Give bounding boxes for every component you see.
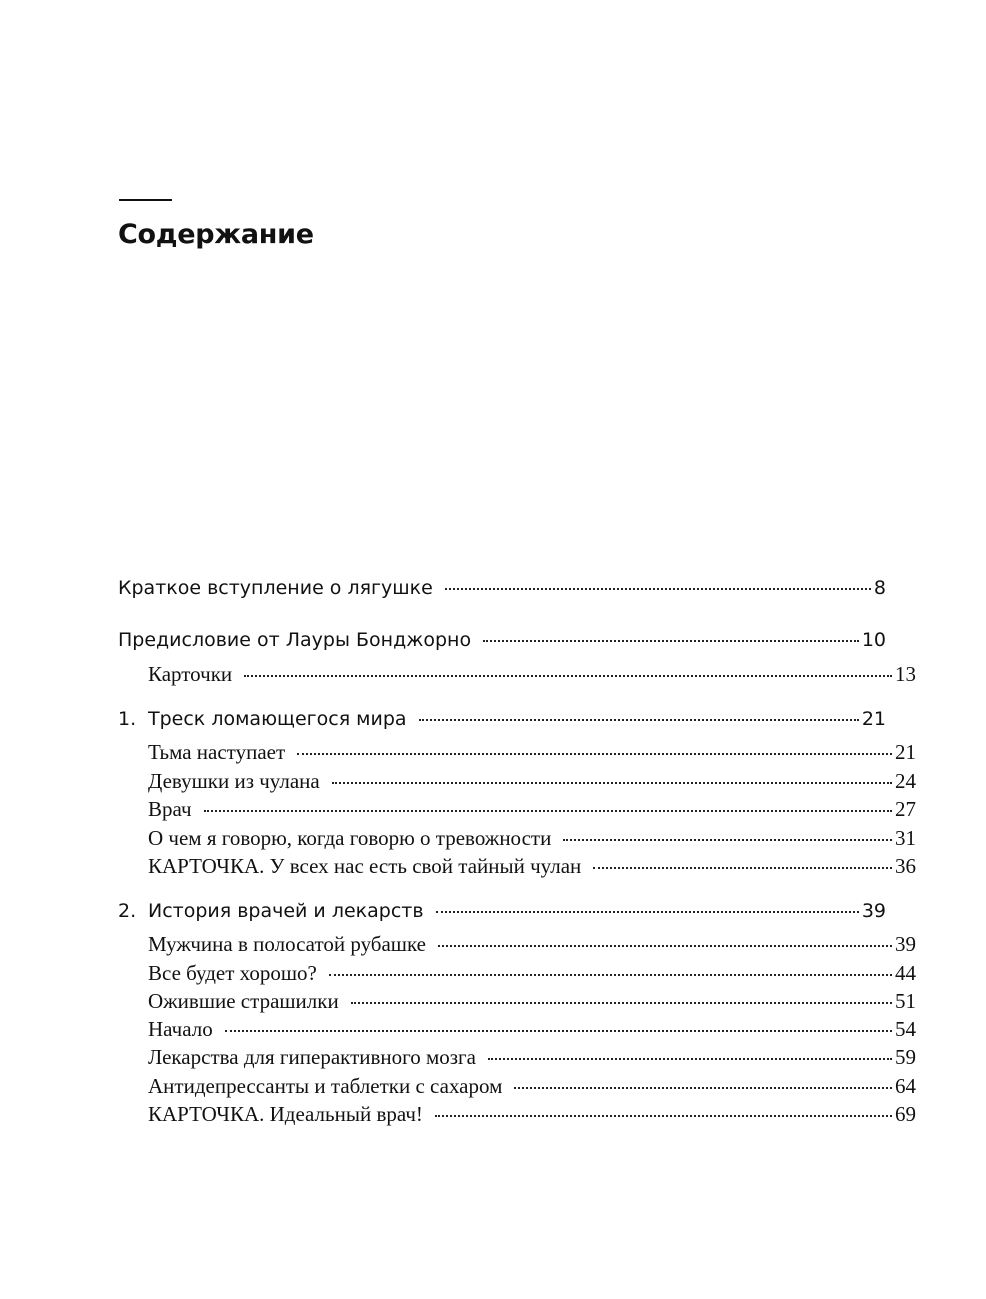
toc-page-number: 64 — [895, 1074, 916, 1098]
toc-leader — [225, 1030, 892, 1032]
toc-subentry-title: Лекарства для гиперактивного мозга — [148, 1045, 476, 1069]
toc-page-number: 31 — [895, 826, 916, 850]
toc-leader — [297, 753, 892, 755]
toc-subentry-title: О чем я говорю, когда говорю о тревожности — [148, 826, 552, 850]
toc-subentry[interactable] — [0, 1072, 916, 1100]
toc-page-number: 59 — [895, 1045, 916, 1069]
toc-entry[interactable] — [0, 625, 886, 655]
toc-leader — [438, 945, 892, 947]
toc-subentry[interactable] — [0, 1015, 916, 1043]
toc-subentry-title: Мужчина в полосатой рубашке — [148, 932, 426, 956]
toc-leader — [351, 1002, 892, 1004]
toc-page-number: 13 — [895, 662, 916, 686]
toc-chapter-number: 1. — [118, 708, 137, 730]
toc-chapter-number: 2. — [118, 900, 137, 922]
toc-leader — [329, 974, 892, 976]
toc-leader — [483, 640, 859, 642]
toc-leader — [436, 911, 859, 913]
toc-subentry-title: Начало — [148, 1017, 213, 1041]
toc-leader — [563, 839, 892, 841]
toc-leader — [514, 1087, 892, 1089]
toc-page-number: 21 — [861, 708, 886, 730]
toc-page-number: 54 — [895, 1017, 916, 1041]
toc-page-number: 21 — [895, 740, 916, 764]
toc-page-number: 8 — [873, 577, 886, 599]
toc-page-number: 39 — [895, 932, 916, 956]
toc-page-number: 69 — [895, 1102, 916, 1126]
toc-subentry[interactable] — [0, 660, 916, 688]
toc-leader — [435, 1115, 892, 1117]
toc-entry[interactable] — [0, 573, 886, 603]
toc-subentry[interactable] — [0, 1043, 916, 1071]
page-title: Содержание — [118, 219, 314, 250]
toc-subentry[interactable] — [0, 795, 916, 823]
toc-subentry[interactable] — [0, 987, 916, 1015]
toc-subentry[interactable] — [0, 930, 916, 958]
toc-subentry-title: Тьма наступает — [148, 740, 286, 764]
toc-subentry-title: Антидепрессанты и таблетки с сахаром — [148, 1074, 503, 1098]
toc-chapter[interactable] — [0, 704, 886, 734]
toc-subentry-title: Девушки из чулана — [148, 769, 320, 793]
toc-leader — [244, 675, 892, 677]
toc-chapter[interactable] — [0, 896, 886, 926]
toc-subentry-title: КАРТОЧКА. У всех нас есть свой тайный чулан — [148, 854, 582, 878]
toc-subentry[interactable] — [0, 1100, 916, 1128]
toc-subentry-title: Врач — [148, 797, 192, 821]
toc-page-number: 24 — [895, 769, 916, 793]
toc-entry-title: Предисловие от Лауры Бонджорно — [118, 629, 472, 651]
toc-page-number: 39 — [861, 900, 886, 922]
toc-leader — [593, 867, 892, 869]
toc-subentry-title: Карточки — [148, 662, 233, 686]
toc-chapter-title: Треск ломающегося мира — [148, 708, 407, 730]
toc-chapter-title: История врачей и лекарств — [148, 900, 424, 922]
toc-page-number: 27 — [895, 797, 916, 821]
toc-page-number: 10 — [861, 629, 886, 651]
toc-leader — [488, 1058, 892, 1060]
toc-page-number: 36 — [895, 854, 916, 878]
toc-page-number: 44 — [895, 961, 916, 985]
toc-subentry-title: Все будет хорошо? — [148, 961, 317, 985]
toc-leader — [204, 810, 892, 812]
toc-subentry-title: Ожившие страшилки — [148, 989, 339, 1013]
toc-entry-title: Краткое вступление о лягушке — [118, 577, 433, 599]
toc-leader — [419, 719, 859, 721]
toc-subentry[interactable] — [0, 767, 916, 795]
toc-subentry[interactable] — [0, 852, 916, 880]
toc-leader — [332, 782, 892, 784]
heading-rule — [119, 199, 172, 201]
toc-subentry[interactable] — [0, 738, 916, 766]
toc-subentry-title: КАРТОЧКА. Идеальный врач! — [148, 1102, 423, 1126]
toc-subentry[interactable] — [0, 959, 916, 987]
toc-leader — [445, 588, 871, 590]
toc-subentry[interactable] — [0, 824, 916, 852]
toc-page-number: 51 — [895, 989, 916, 1013]
